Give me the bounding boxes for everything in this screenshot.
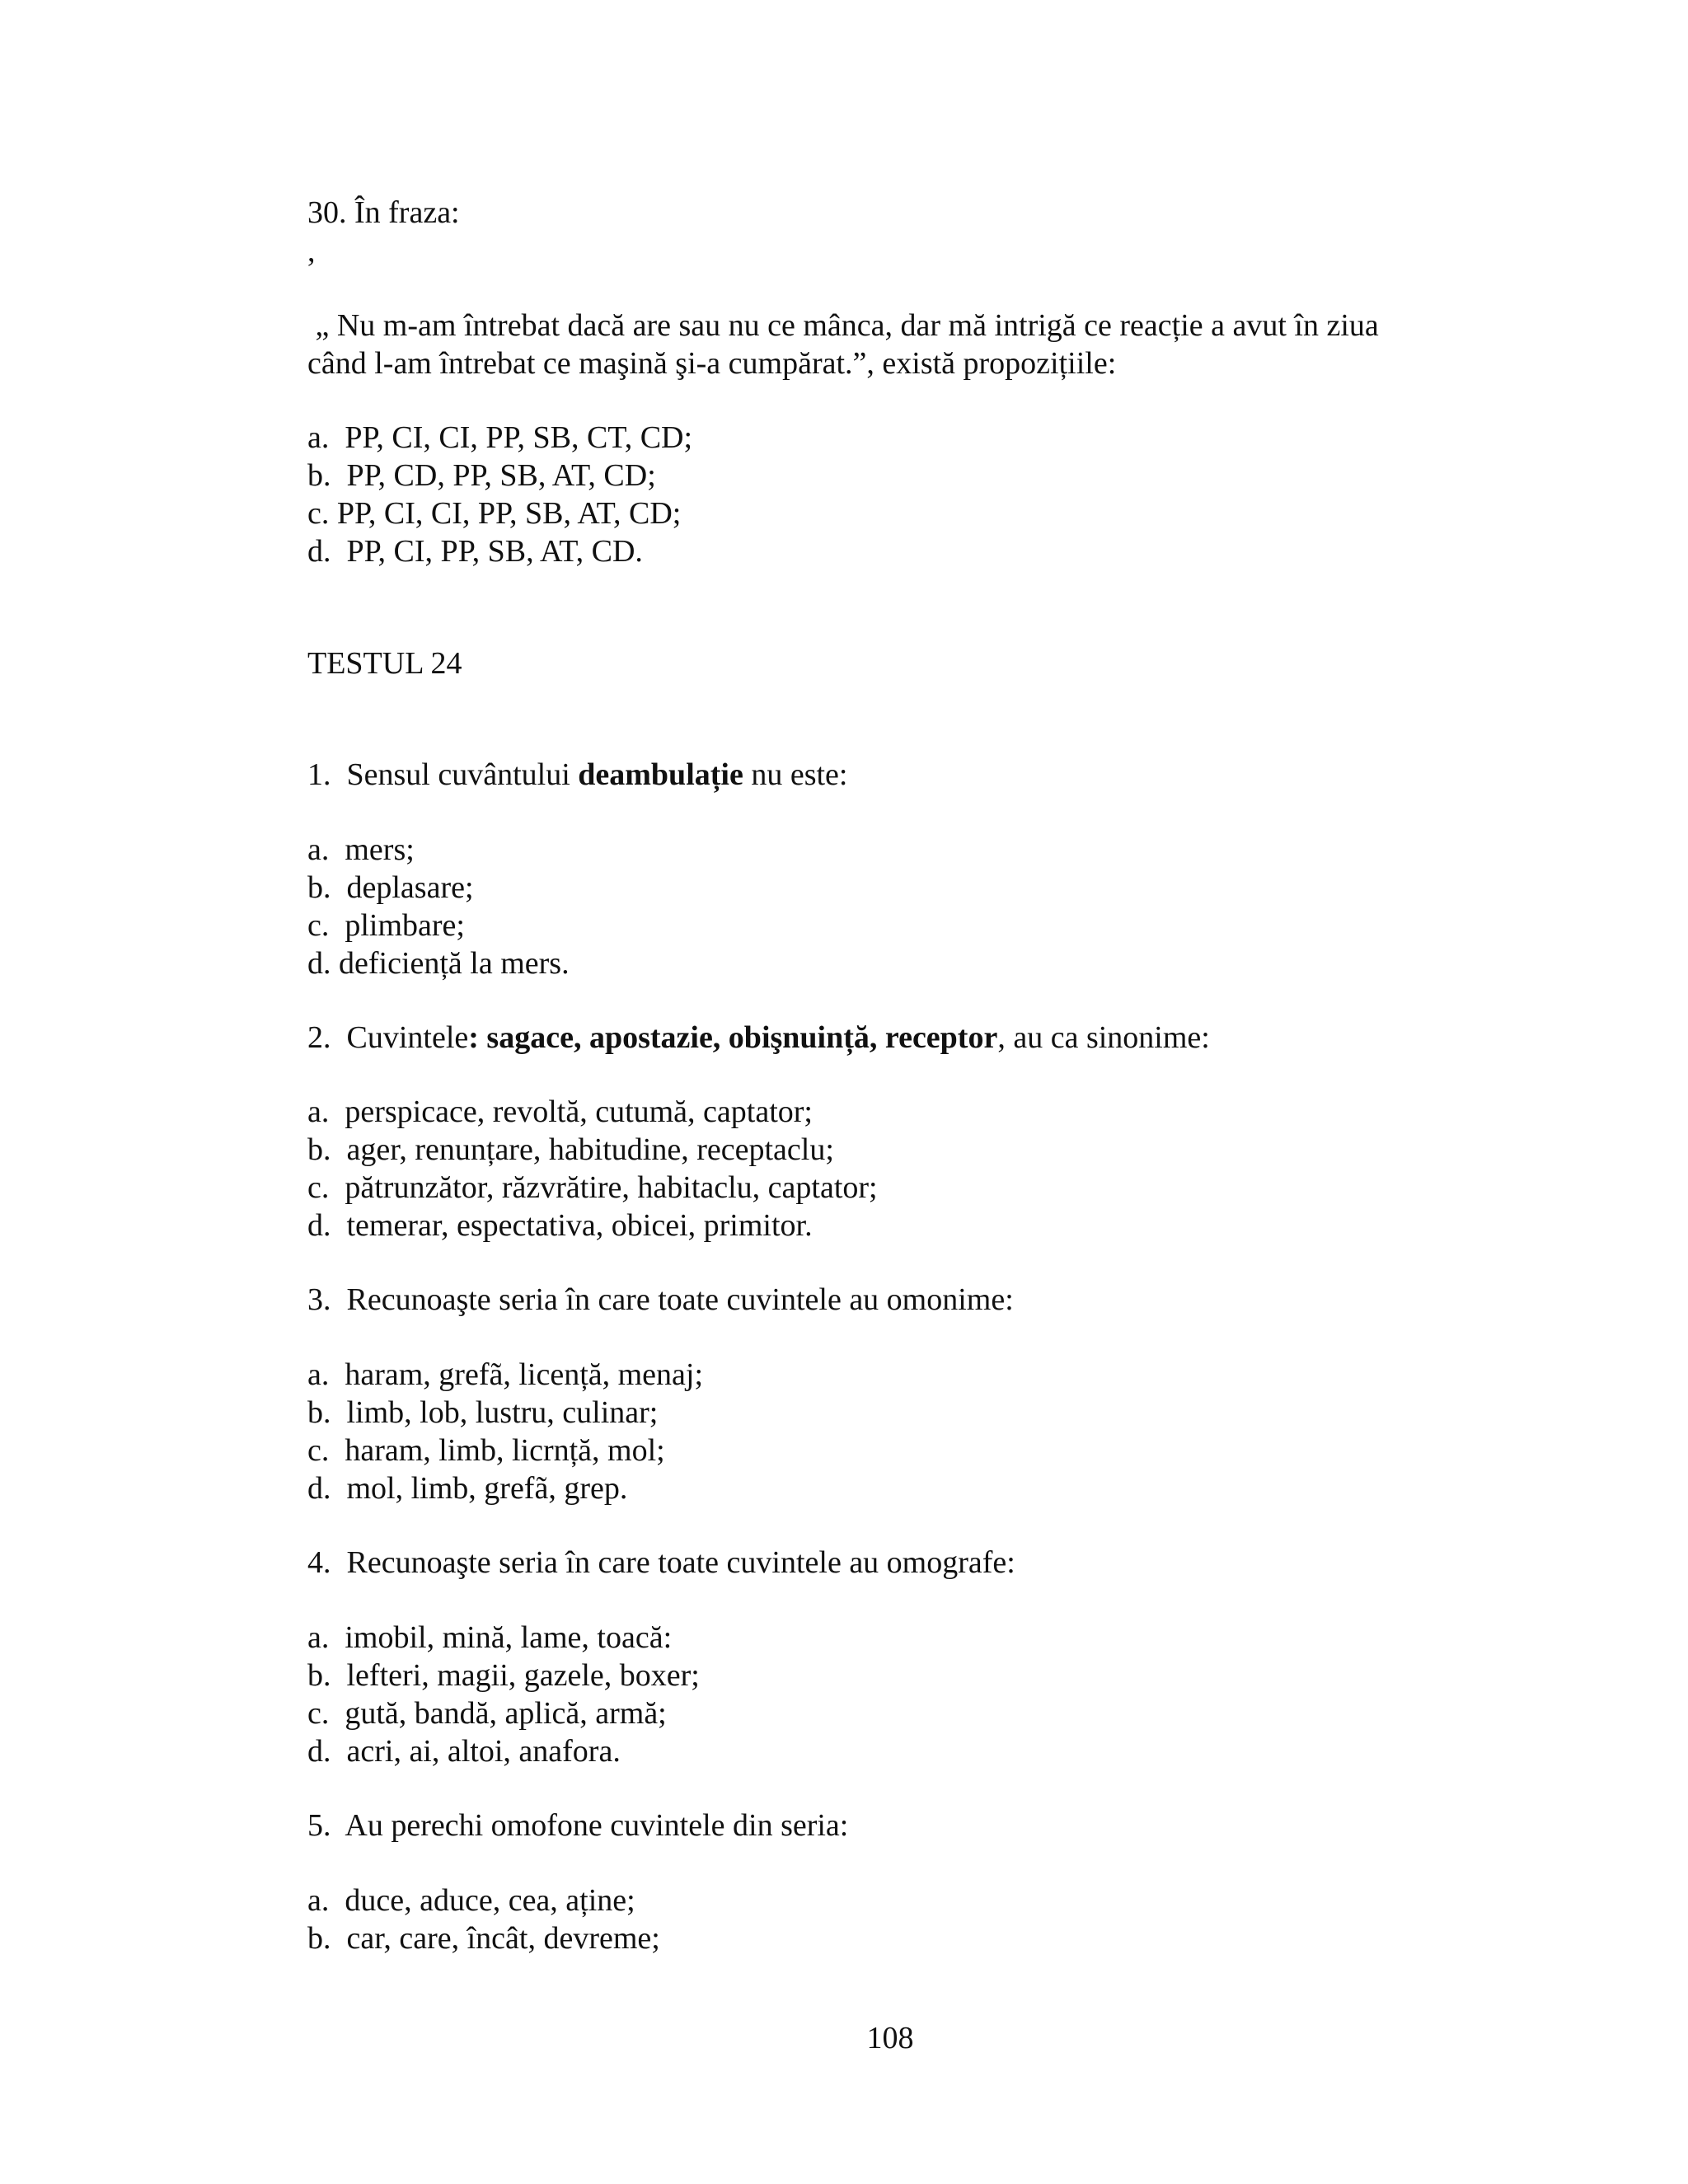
q1-option-b: b. deplasare; (307, 870, 474, 905)
q5-option-a: a. duce, aduce, cea, aține; (307, 1883, 635, 1918)
q30-option-c: c. PP, CI, CI, PP, SB, AT, CD; (307, 496, 682, 531)
q1-prefix: 1. Sensul cuvântului (307, 757, 579, 792)
q2-suffix: , au ca sinonime: (997, 1020, 1210, 1055)
q1-keyword: deambulație (578, 757, 743, 792)
q5-heading: 5. Au perechi omofone cuvintele din seria: (307, 1808, 849, 1843)
page-number: 108 (866, 2021, 914, 2055)
q30-heading: 30. În fraza: (307, 195, 460, 230)
q30-stray-comma: , (307, 234, 316, 269)
q3-option-d: d. mol, limb, grefã, grep. (307, 1471, 628, 1506)
q2-option-a: a. perspicace, revoltă, cutumă, captator; (307, 1094, 813, 1129)
q2-prefix: 2. Cuvintele (307, 1020, 469, 1055)
q3-option-c: c. haram, limb, licrnță, mol; (307, 1433, 665, 1468)
test-title: TESTUL 24 (307, 646, 462, 681)
q30-option-a: a. PP, CI, CI, PP, SB, CT, CD; (307, 420, 693, 455)
q30-option-d: d. PP, CI, PP, SB, AT, CD. (307, 534, 643, 569)
q30-text-line1: „ Nu m-am întrebat dacă are sau nu ce mânca, dar mă intrigă ce reacție a avut în ziua (307, 308, 1379, 343)
q1-heading (307, 756, 847, 794)
q30-option-b: b. PP, CD, PP, SB, AT, CD; (307, 458, 656, 493)
q1-option-c: c. plimbare; (307, 908, 465, 943)
q2-option-c: c. pătrunzător, răzvrătire, habitaclu, captator; (307, 1170, 878, 1205)
q4-option-b: b. lefteri, magii, gazele, boxer; (307, 1658, 700, 1693)
q2-option-b: b. ager, renunțare, habitudine, receptaclu; (307, 1132, 834, 1167)
q5-option-b: b. car, care, încât, devreme; (307, 1921, 660, 1956)
q4-option-c: c. gută, bandă, aplică, armă; (307, 1696, 667, 1731)
q3-heading: 3. Recunoaşte seria în care toate cuvintele au omonime: (307, 1282, 1014, 1317)
q4-option-d: d. acri, ai, altoi, anafora. (307, 1734, 621, 1769)
q3-option-b: b. limb, lob, lustru, culinar; (307, 1395, 659, 1430)
q30-text-line2: când l-am întrebat ce maşină şi-a cumpărat.”, există propozițiile: (307, 346, 1117, 381)
q4-option-a: a. imobil, mină, lame, toacă: (307, 1620, 673, 1655)
q1-option-d: d. deficiență la mers. (307, 946, 570, 981)
q1-option-a: a. mers; (307, 832, 415, 867)
q1-suffix: nu este: (743, 757, 848, 792)
q2-heading (307, 1019, 1210, 1057)
q2-option-d: d. temerar, espectativa, obicei, primitor. (307, 1208, 813, 1243)
q3-option-a: a. haram, grefã, licență, menaj; (307, 1357, 704, 1392)
q2-keywords: : sagace, apostazie, obişnuință, receptor (468, 1020, 998, 1055)
q4-heading: 4. Recunoaşte seria în care toate cuvintele au omografe: (307, 1545, 1015, 1580)
